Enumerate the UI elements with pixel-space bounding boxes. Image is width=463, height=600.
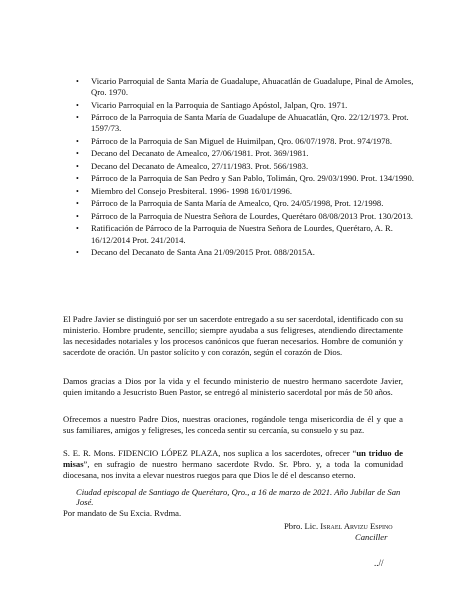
date-line: Ciudad episcopal de Santiago de Querétaro, Qro., a 16 de marzo de 2021. Año Jubilar de San José.: [76, 487, 401, 507]
list-item: [74, 223, 426, 245]
bullet-icon: •: [76, 136, 79, 146]
list-item: [74, 186, 426, 197]
appointment-text: Decano del Decanato de Santa Ana 21/09/2015 Prot. 088/2015A.: [91, 247, 315, 258]
bullet-icon: •: [76, 100, 79, 110]
bullet-icon: •: [76, 77, 79, 86]
bullet-icon: •: [76, 113, 79, 123]
bullet-icon: •: [76, 174, 79, 184]
bullet-icon: •: [76, 199, 79, 209]
list-item: [74, 76, 426, 98]
prayer-paragraph: Ofrecemos a nuestro Padre Dios, nuestras oraciones, rogándole tenga misericordia de él y que a sus familiares, amigos y feligreses, les conceda sentir su cercanía, su consuelo y su paz.: [63, 414, 403, 435]
triduum-emphasis: un triduo de misas: [63, 448, 403, 469]
bullet-icon: •: [76, 149, 79, 159]
thanksgiving-paragraph: Damos gracias a Dios por la vida y el fecundo ministerio de nuestro hermano sacerdote Javier, quien imitando a Jesucristo Buen Pastor, se entregó al ministerio sacerdotal por más de 50 años.: [63, 376, 403, 397]
appointment-text: Decano del Decanato de Amealco, 27/06/1981. Prot. 369/1981.: [91, 148, 309, 159]
appointment-text: Párroco de la Parroquia de Santa María de Guadalupe de Ahuacatlán, Qro. 22/12/1973. Prot. 1597/73.: [91, 112, 409, 134]
bullet-icon: •: [76, 248, 79, 258]
appointment-text: Decano del Decanato de Amealco, 27/11/1983. Prot. 566/1983.: [91, 160, 309, 171]
appointment-text: Párroco de la Parroquia de San Pedro y San Pablo, Tolimán, Qro. 29/03/1990. Prot. 134/1990.: [91, 173, 414, 184]
appointment-text: Ratificación de Párroco de la Parroquia de Nuestra Señora de Lourdes, Querétaro, A. R. 16/12/2014 Prot. 241/2014.: [91, 223, 393, 245]
appointment-text: Miembro del Consejo Presbiteral. 1996- 1998 16/01/1996.: [91, 185, 292, 196]
triduum-text-start: S. E. R. Mons. FIDENCIO LÓPEZ PLAZA, nos suplica a los sacerdotes, ofrecer “: [63, 448, 357, 458]
appointment-text: Vicario Parroquial en la Parroquia de Santiago Apóstol, Jalpan, Qro. 1971.: [91, 99, 348, 110]
list-item: [74, 148, 426, 159]
mandate-line: Por mandato de Su Excia. Rvdma.: [63, 508, 182, 518]
signatory-prefix: Pbro. Lic.: [284, 521, 321, 531]
continuation-mark: ..//: [374, 558, 384, 568]
list-item: [74, 247, 426, 258]
signatory-name: [284, 521, 393, 531]
list-item: [74, 211, 426, 222]
list-item: [74, 173, 426, 184]
appointment-text: Párroco de la Parroquia de San Miguel de Huimilpan, Qro. 06/07/1978. Prot. 974/1978.: [91, 135, 392, 146]
list-item: [74, 100, 426, 111]
list-item: [74, 161, 426, 172]
list-item: [74, 112, 426, 134]
tribute-paragraph: El Padre Javier se distinguió por ser un sacerdote entregado a su ser sacerdotal, identificado con su ministerio. Hombre prudente, sencillo; siempre ayudaba a sus feligreses, atendiendo directamente las necesidades notariales y los procesos canónicos que fueran necesarios. Hombre de comunión y sacerdote de oración. Un pastor solícito y con corazón, según el corazón de Dios.: [63, 314, 403, 357]
list-item: [74, 198, 426, 209]
list-item: [74, 136, 426, 147]
appointments-list: [74, 76, 426, 260]
bullet-icon: •: [76, 211, 79, 221]
bullet-icon: •: [76, 161, 79, 171]
triduum-paragraph: [63, 448, 403, 481]
signatory-role: Canciller: [355, 532, 388, 542]
appointment-text: Párroco de la Parroquia de Santa María de Amealco, Qro. 24/05/1998, Prot. 12/1998.: [91, 198, 384, 209]
bullet-icon: •: [76, 186, 79, 196]
signatory-surname: Israel Arvizu Espino: [320, 521, 393, 531]
bullet-icon: •: [76, 224, 79, 234]
triduum-text-end: ”, en sufragio de nuestro hermano sacerdote Rvdo. Sr. Pbro. y, a toda la comunidad diocesana, nos invita a elevar nuestros ruegos para que Dios le dé el descanso eterno.: [63, 458, 403, 480]
appointment-text: Párroco de la Parroquia de Nuestra Señora de Lourdes, Querétaro 08/08/2013 Prot. 130/2013.: [91, 210, 413, 221]
appointment-text: Vicario Parroquial de Santa María de Guadalupe, Ahuacatlán de Guadalupe, Pinal de Amoles, Qro. 1970.: [91, 76, 414, 98]
